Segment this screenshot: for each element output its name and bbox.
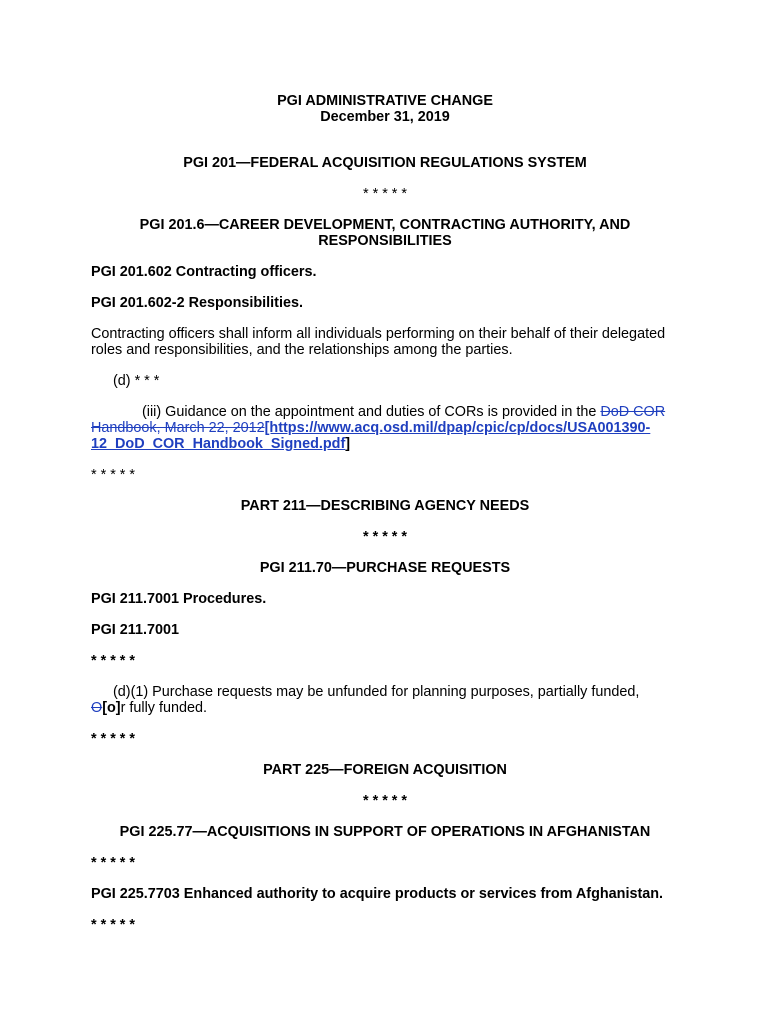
paragraph-line2: roles and responsibilities, and the relationships among the parties. bbox=[91, 342, 513, 358]
separator-stars: * * * * * bbox=[363, 529, 407, 545]
paragraph-iii-line2 bbox=[91, 420, 650, 436]
inserted-letter: [o] bbox=[102, 700, 121, 716]
deleted-text-1: DoD COR bbox=[600, 404, 666, 420]
closing-bracket: ] bbox=[345, 436, 351, 452]
pgi201-heading: PGI 201—FEDERAL ACQUISITION REGULATIONS SYSTEM bbox=[183, 155, 587, 171]
section-211-7001-procedures: PGI 211.7001 Procedures. bbox=[91, 591, 267, 607]
paragraph-iii-line1 bbox=[142, 404, 665, 420]
separator-stars: * * * * * bbox=[91, 467, 135, 483]
separator-stars: * * * * * bbox=[363, 186, 407, 202]
paragraph-d1-line2 bbox=[91, 700, 207, 716]
section-211-7001: PGI 211.7001 bbox=[91, 622, 180, 638]
pgi2016-heading-line2: RESPONSIBILITIES bbox=[318, 233, 452, 249]
inserted-link-part2[interactable]: 12_DoD_COR_Handbook_Signed.pdf bbox=[91, 436, 346, 452]
separator-stars: * * * * * bbox=[91, 917, 135, 933]
pgi22577-heading: PGI 225.77—ACQUISITIONS IN SUPPORT OF OPERATIONS IN AFGHANISTAN bbox=[119, 824, 651, 840]
inserted-link-part1[interactable]: [https://www.acq.osd.mil/dpap/cpic/cp/docs/USA001390- bbox=[264, 420, 651, 436]
doc-title: PGI ADMINISTRATIVE CHANGE bbox=[277, 93, 493, 109]
separator-stars: * * * * * bbox=[363, 793, 407, 809]
paragraph-d1-line1: (d)(1) Purchase requests may be unfunded for planning purposes, partially funded, bbox=[113, 684, 640, 700]
pgi2016-heading-line1: PGI 201.6—CAREER DEVELOPMENT, CONTRACTING AUTHORITY, AND bbox=[139, 217, 631, 233]
separator-stars: * * * * * bbox=[91, 653, 135, 669]
section-201-602: PGI 201.602 Contracting officers. bbox=[91, 264, 317, 280]
paragraph-line1: Contracting officers shall inform all individuals performing on their behalf of their delegated bbox=[91, 326, 666, 342]
doc-date: December 31, 2019 bbox=[320, 109, 450, 125]
paragraph-iii-text: (iii) Guidance on the appointment and duties of CORs is provided in the bbox=[142, 404, 601, 420]
deleted-letter: O bbox=[91, 700, 103, 716]
part225-heading: PART 225—FOREIGN ACQUISITION bbox=[263, 762, 507, 778]
paragraph-iii-line3 bbox=[91, 436, 350, 452]
separator-stars: * * * * * bbox=[91, 731, 135, 747]
part211-heading: PART 211—DESCRIBING AGENCY NEEDS bbox=[240, 498, 530, 514]
separator-stars: * * * * * bbox=[91, 855, 135, 871]
deleted-text-2: Handbook, March 22, 2012 bbox=[91, 420, 265, 436]
paragraph-d1-rest: r fully funded. bbox=[120, 700, 207, 716]
section-201-602-2: PGI 201.602-2 Responsibilities. bbox=[91, 295, 303, 311]
paragraph-d-marker: (d) * * * bbox=[113, 373, 160, 389]
section-225-7703: PGI 225.7703 Enhanced authority to acquire products or services from Afghanistan. bbox=[91, 886, 664, 902]
pgi21170-heading: PGI 211.70—PURCHASE REQUESTS bbox=[259, 560, 511, 576]
